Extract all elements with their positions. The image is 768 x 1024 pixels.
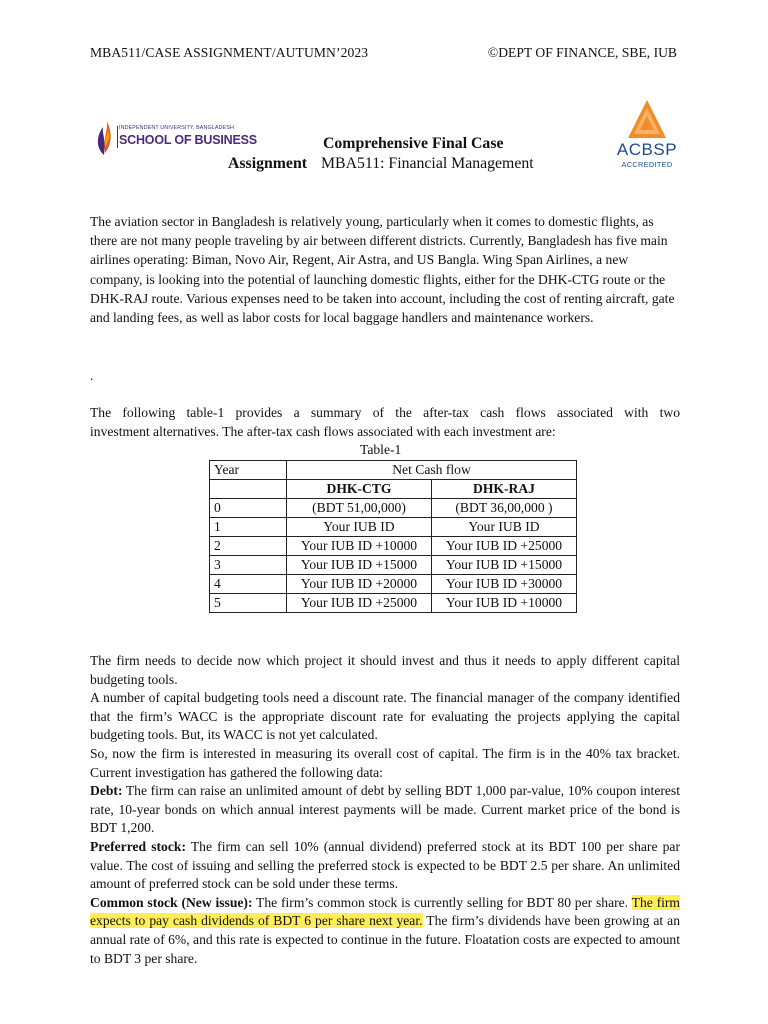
cell-dhk-raj: Your IUB ID +15000 <box>432 556 577 575</box>
page-title: Comprehensive Final Case <box>323 135 504 152</box>
table-intro-line-2: investment alternatives. The after-tax cash flows associated with each investment are: <box>90 423 556 439</box>
cell-year: 2 <box>210 537 287 556</box>
debt-text: The firm can raise an unlimited amount of debt by selling BDT 1,000 par-value, 10% coupon interest rate, 10-year bonds on which annual interest payments will be made. Current market price of the bond is BDT 1,200. <box>90 783 680 836</box>
stray-period: . <box>90 368 94 383</box>
triangle-icon <box>612 98 682 142</box>
logo-university-name: INDEPENDENT UNIVERSITY, BANGLADESH <box>119 125 234 131</box>
common-stock-growth-text: The firm’s dividends have been growing at an annual rate of 6%, and this rate is expected to continue in the future. Floatation costs are expected to amount to BDT 3 per share. <box>90 913 681 966</box>
table-row <box>210 556 577 575</box>
table-subheader-row <box>210 480 577 499</box>
common-stock-text: The firm’s common stock is currently selling for BDT 80 per share. <box>252 894 629 910</box>
preferred-stock-label: Preferred stock: <box>90 838 186 854</box>
cell-year: 3 <box>210 556 287 575</box>
common-stock-label: Common stock (New issue): <box>90 894 253 910</box>
table-row <box>210 518 577 537</box>
cell-dhk-raj: Your IUB ID +25000 <box>432 537 577 556</box>
cell-dhk-ctg: Your IUB ID +20000 <box>287 575 432 594</box>
cell-year: 5 <box>210 594 287 613</box>
col-dhk-ctg-header: DHK-CTG <box>287 480 432 499</box>
table-row <box>210 499 577 518</box>
cell-dhk-ctg: (BDT 51,00,000) <box>287 499 432 518</box>
case-body <box>90 652 680 968</box>
table-row <box>210 594 577 613</box>
cell-dhk-raj: Your IUB ID <box>432 518 577 537</box>
acbsp-name: ACBSP <box>616 140 678 159</box>
col-net-cash-flow-header: Net Cash flow <box>287 461 577 480</box>
header-department: ©DEPT OF FINANCE, SBE, IUB <box>487 45 677 60</box>
cell-dhk-ctg: Your IUB ID +10000 <box>287 537 432 556</box>
header-course-code: MBA511/CASE ASSIGNMENT/AUTUMN’2023 <box>90 45 369 60</box>
cell-dhk-ctg: Your IUB ID +25000 <box>287 594 432 613</box>
paragraph-debt <box>90 782 680 838</box>
cell-year: 4 <box>210 575 287 594</box>
paragraph-preferred-stock <box>90 838 680 894</box>
table-header-row <box>210 461 577 480</box>
paragraph-common-stock <box>90 894 680 968</box>
logo-school-name: SCHOOL OF BUSINESS <box>119 133 257 147</box>
paragraph-decision: The firm needs to decide now which project it should invest and thus it needs to apply different capital budgeting tools. <box>90 653 680 687</box>
cell-year: 0 <box>210 499 287 518</box>
cash-flow-table <box>209 460 577 613</box>
subtitle-course: MBA511: Financial Management <box>321 155 534 172</box>
table-row <box>210 537 577 556</box>
paragraph-discount-rate: A number of capital budgeting tools need a discount rate. The financial manager of the company identified that the firm’s WACC is the appropriate discount rate for evaluating the projects applying the capital budgeting tools. But, its WACC is not yet calculated. <box>90 690 680 743</box>
highlighted-dividend-text: The firm expects to pay cash dividends of BDT 6 per share next year. <box>90 894 680 929</box>
cell-dhk-ctg: Your IUB ID <box>287 518 432 537</box>
col-year-blank <box>210 480 287 499</box>
col-dhk-raj-header: DHK-RAJ <box>432 480 577 499</box>
intro-paragraph: The aviation sector in Bangladesh is relatively young, particularly when it comes to domestic flights, as there are not many people traveling by air between different districts. Currently, Bangladesh has five main airlines operating: Biman, Novo Air, Regent, Air Astra, and US Bangla. Wing Span Airlines, a new company, is looking into the potential of launching domestic flights, either for the DHK-CTG route or the DHK-RAJ route. Various expenses need to be taken into account, including the cost of renting aircraft, gate and landing fees, as well as labor costs for local baggage handlers and maintenance workers. <box>90 214 675 326</box>
school-of-business-logo <box>91 115 257 160</box>
debt-label: Debt: <box>90 783 123 799</box>
cell-dhk-raj: (BDT 36,00,000 ) <box>432 499 577 518</box>
paragraph-cost-of-capital: So, now the firm is interested in measuring its overall cost of capital. The firm is in the 40% tax bracket. Current investigation has gathered the following data: <box>90 745 680 780</box>
acbsp-accredited: ACCREDITED <box>621 160 673 169</box>
cell-dhk-raj: Your IUB ID +30000 <box>432 575 577 594</box>
logo-divider <box>117 126 118 148</box>
acbsp-logo <box>612 98 682 174</box>
table-row <box>210 575 577 594</box>
cell-year: 1 <box>210 518 287 537</box>
table-caption: Table-1 <box>360 442 402 457</box>
flame-icon <box>91 117 117 157</box>
cell-dhk-raj: Your IUB ID +10000 <box>432 594 577 613</box>
preferred-stock-text: The firm can sell 10% (annual dividend) preferred stock at its BDT 100 per share par value. The cost of issuing and selling the preferred stock is expected to be BDT 2.5 per share. An unlimited amount of preferred stock can be sold under these terms. <box>90 838 680 892</box>
subtitle-bold: Assignment <box>228 155 307 172</box>
table-intro-paragraph <box>90 404 680 441</box>
col-year-header: Year <box>210 461 287 480</box>
cell-dhk-ctg: Your IUB ID +15000 <box>287 556 432 575</box>
table-intro-line-1: The following table-1 provides a summary of the after-tax cash flows associated with two <box>90 405 680 420</box>
page-subtitle <box>228 155 534 173</box>
